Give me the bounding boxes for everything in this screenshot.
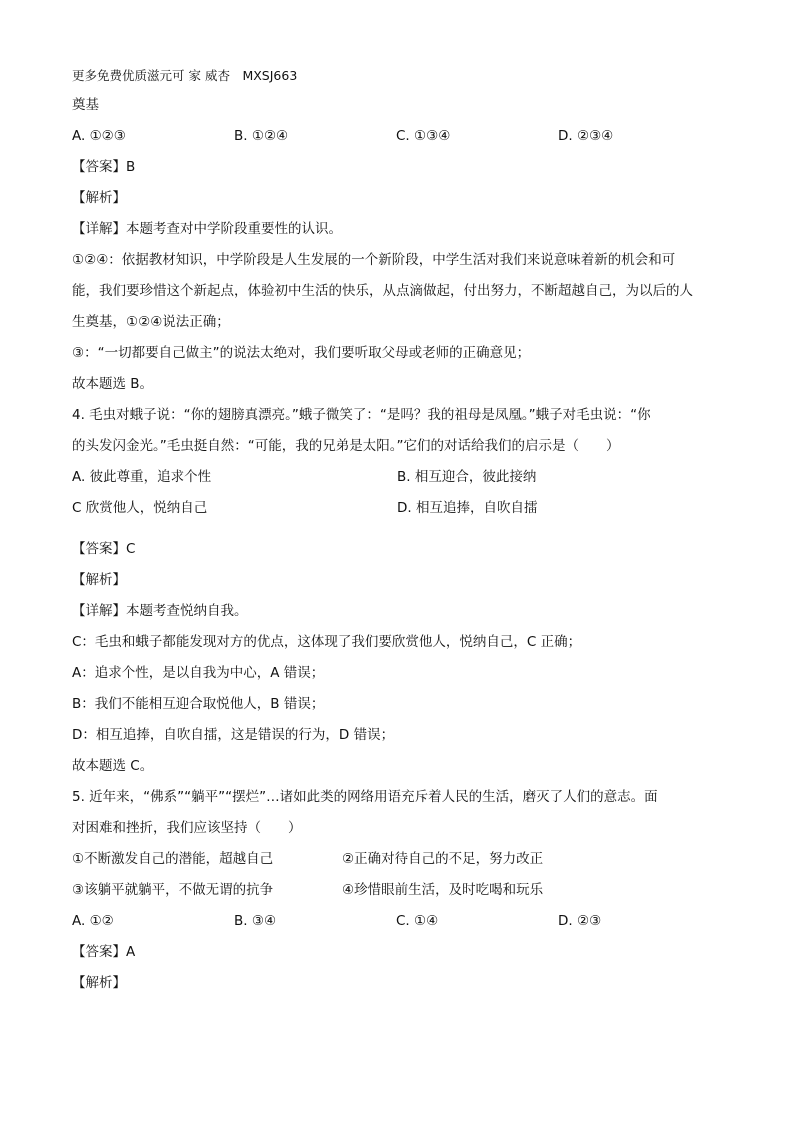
q4-detail: 【详解】本题考查悦纳自我。	[72, 603, 248, 619]
q5-option-a: A. ①②	[72, 913, 114, 929]
q3-detail: 【详解】本题考查对中学阶段重要性的认识。	[72, 221, 342, 237]
q5-item-3: ③该躺平就躺平，不做无谓的抗争	[72, 882, 274, 898]
q3-explanation-4: ③：“一切都要自己做主”的说法太绝对，我们要听取父母或老师的正确意见；	[72, 345, 531, 361]
q5-item-2: ②正确对待自己的不足，努力改正	[342, 851, 544, 867]
q5-answer: 【答案】A	[72, 944, 136, 960]
q3-explanation-5: 故本题选 B。	[72, 376, 154, 392]
q4-stem-1: 4. 毛虫对蛾子说：“你的翅膀真漂亮。”蛾子微笑了：“是吗？我的祖母是凤凰。”蛾子对毛虫说：“你	[72, 407, 651, 423]
q4-option-d: D. 相互追捧，自吹自擂	[397, 500, 538, 516]
q5-options	[72, 906, 722, 937]
q5-analysis-label: 【解析】	[72, 975, 126, 991]
q5-items-row-1	[72, 844, 722, 875]
q5-item-4: ④珍惜眼前生活，及时吃喝和玩乐	[342, 882, 544, 898]
q5-item-1: ①不断激发自己的潜能，超越自己	[72, 851, 274, 867]
q4-explanation-5: 故本题选 C。	[72, 758, 154, 774]
q3-option-c: C. ①③④	[396, 128, 451, 144]
q3-analysis-label: 【解析】	[72, 190, 126, 206]
q4-explanation-3: B：我们不能相互迎合取悦他人，B 错误；	[72, 696, 325, 712]
q5-stem-2: 对困难和挫折，我们应该坚持（ ）	[72, 820, 302, 836]
q3-options	[72, 121, 722, 152]
q4-options-row-1	[72, 462, 722, 493]
q4-option-a: A. 彼此尊重，追求个性	[72, 469, 212, 485]
document-page	[72, 62, 722, 999]
spacer	[72, 524, 722, 534]
q3-stem-tail: 奠基	[72, 97, 99, 113]
q5-items-row-2	[72, 875, 722, 906]
q4-options-row-2	[72, 493, 722, 524]
q4-option-b: B. 相互迎合，彼此接纳	[397, 469, 537, 485]
q3-answer: 【答案】B	[72, 159, 136, 175]
q5-option-d: D. ②③	[558, 913, 602, 929]
q3-option-a: A. ①②③	[72, 128, 126, 144]
q5-option-b: B. ③④	[234, 913, 277, 929]
q4-explanation-2: A：追求个性，是以自我为中心，A 错误；	[72, 665, 325, 681]
q3-explanation-3: 生奠基，①②④说法正确；	[72, 314, 230, 330]
q3-option-b: B. ①②④	[234, 128, 289, 144]
q4-explanation-4: D：相互追捧，自吹自擂，这是错误的行为，D 错误；	[72, 727, 395, 743]
q4-stem-2: 的头发闪金光。”毛虫挺自然：“可能，我的兄弟是太阳。”它们的对话给我们的启示是（ ）	[72, 438, 620, 454]
q5-option-c: C. ①④	[396, 913, 439, 929]
header-watermark: 更多免费优质滋元可 家 威杏 MXSJ663	[72, 68, 298, 83]
q4-analysis-label: 【解析】	[72, 572, 126, 588]
q4-option-c: C 欣赏他人，悦纳自己	[72, 500, 208, 516]
q3-explanation-2: 能，我们要珍惜这个新起点，体验初中生活的快乐，从点滴做起，付出努力，不断超越自己，为以后的人	[72, 283, 693, 299]
q5-stem-1: 5. 近年来，“佛系”“躺平”“摆烂”…诸如此类的网络用语充斥着人民的生活，磨灭了人们的意志。面	[72, 789, 658, 805]
q4-answer: 【答案】C	[72, 541, 136, 557]
q3-explanation-1: ①②④：依据教材知识，中学阶段是人生发展的一个新阶段，中学生活对我们来说意味着新的机会和可	[72, 252, 676, 268]
q3-option-d: D. ②③④	[558, 128, 614, 144]
q4-explanation-1: C：毛虫和蛾子都能发现对方的优点，这体现了我们要欣赏他人，悦纳自己，C 正确；	[72, 634, 582, 650]
